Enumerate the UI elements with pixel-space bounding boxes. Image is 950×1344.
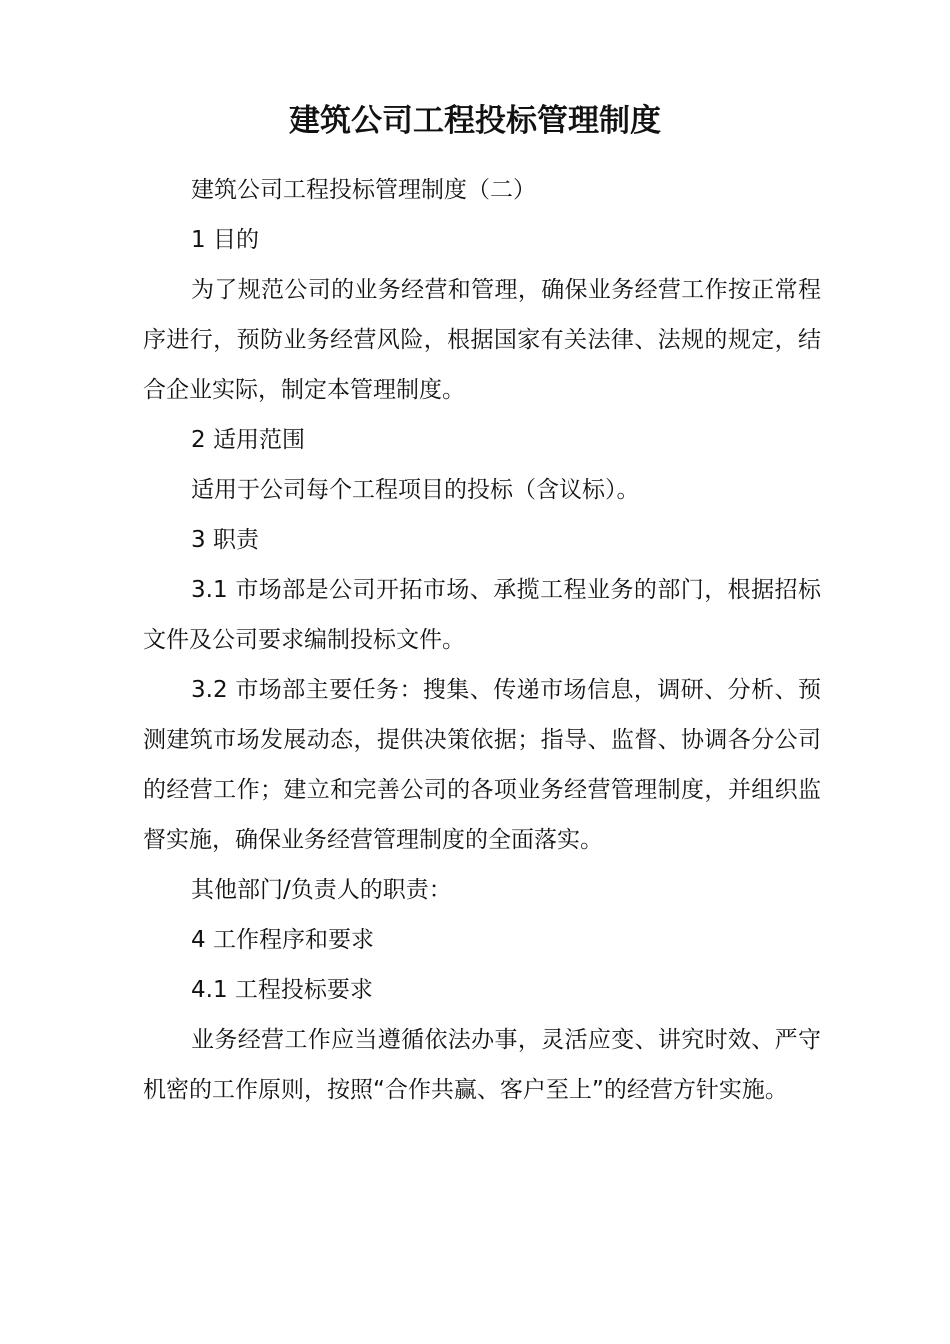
section-heading-procedures: 4 工作程序和要求 [191,927,374,953]
subsection-heading-bidding: 4.1 工程投标要求 [191,977,373,1003]
section-heading-scope: 2 适用范围 [191,427,305,453]
paragraph-purpose: 为了规范公司的业务经营和管理，确保业务经营工作按正常程序进行，预防业务经营风险，根据国家有关法律、法规的规定，结合企业实际，制定本管理制度。 [143,277,821,403]
paragraph-subtitle: 建筑公司工程投标管理制度（二） [191,177,536,203]
document-body [143,165,821,1115]
section-heading-purpose: 1 目的 [191,227,259,253]
paragraph-duty-3-2: 3.2 市场部主要任务：搜集、传递市场信息，调研、分析、预测建筑市场发展动态，提供决策依据；指导、监督、协调各分公司的经营工作；建立和完善公司的各项业务经营管理制度，并组织监督实施，确保业务经营管理制度的全面落实。 [143,677,821,853]
paragraph-other-duties: 其他部门/负责人的职责： [191,877,452,903]
paragraph-bidding-principles: 业务经营工作应当遵循依法办事，灵活应变、讲究时效、严守机密的工作原则，按照“合作共赢、客户至上”的经营方针实施。 [143,1027,821,1103]
section-heading-duties: 3 职责 [191,527,259,553]
paragraph-duty-3-1: 3.1 市场部是公司开拓市场、承揽工程业务的部门，根据招标文件及公司要求编制投标文件。 [143,577,821,653]
document-title: 建筑公司工程投标管理制度 [289,103,661,139]
paragraph-scope: 适用于公司每个工程项目的投标（含议标）。 [191,477,640,503]
